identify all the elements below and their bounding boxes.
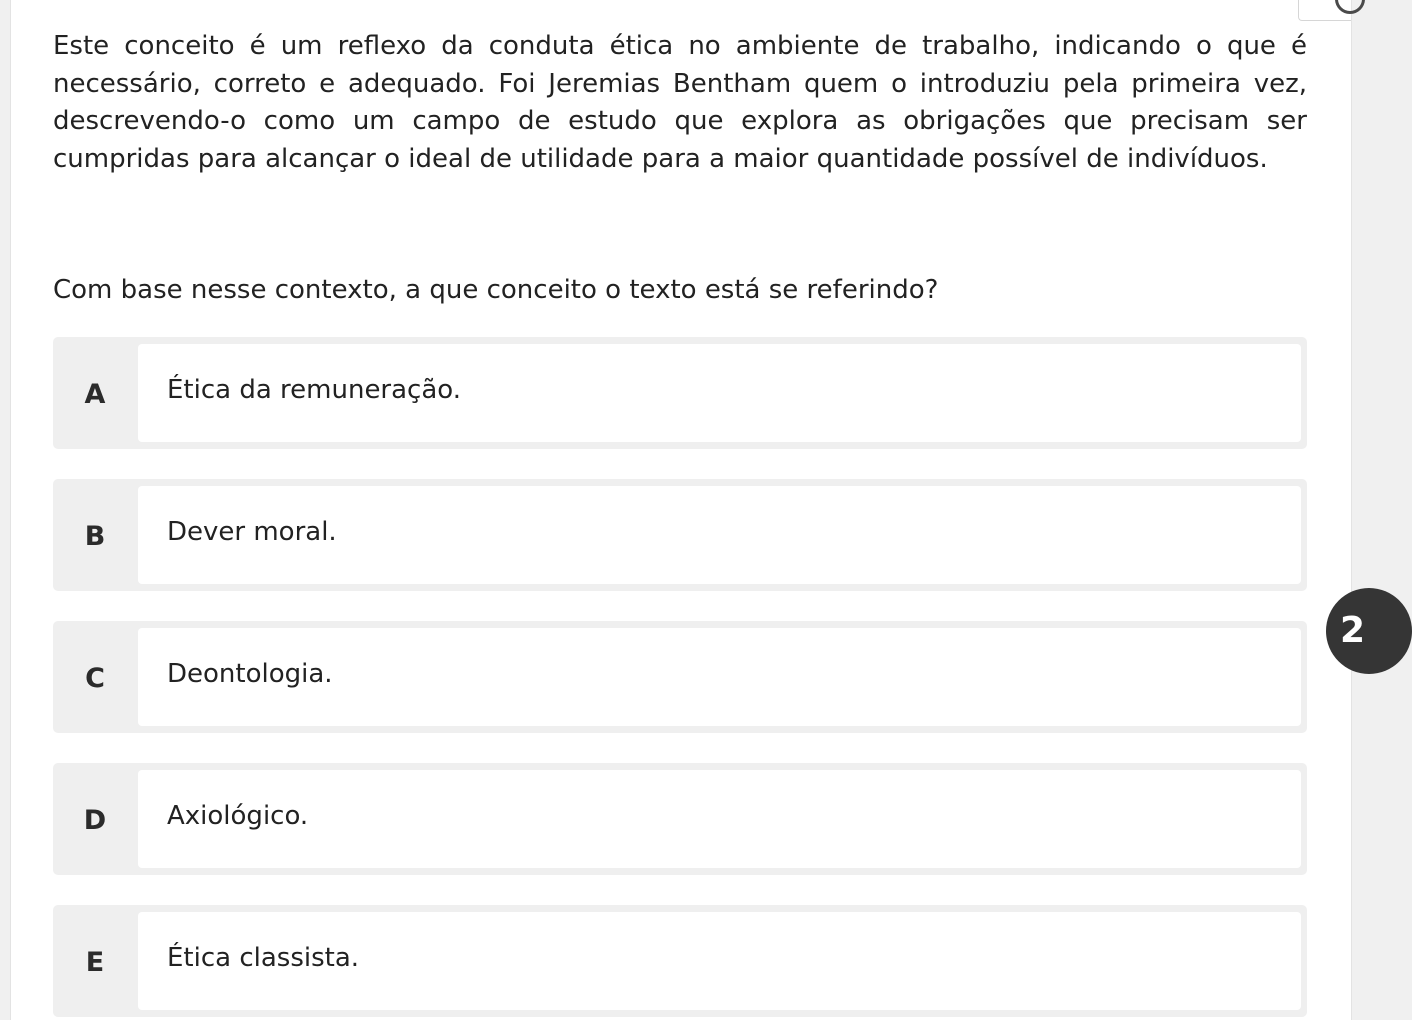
option-b[interactable] — [53, 479, 1307, 591]
option-e[interactable] — [53, 905, 1307, 1017]
question-prompt: Com base nesse contexto, a que conceito o texto está se referindo? — [53, 275, 939, 305]
option-letter: C — [85, 662, 105, 694]
option-text[interactable]: Axiológico. — [138, 770, 1301, 868]
question-statement: Este conceito é um reflexo da conduta ética no ambiente de trabalho, indicando o que é necessário, correto e adequado. Foi Jeremias Bentham quem o introduziu pela primeira vez, descrevendo-o como um campo de estudo que explora as obrigações que precisam ser cumpridas para alcançar o ideal de utilidade para a maior quantidade possível de indivíduos. — [53, 31, 1307, 174]
refresh-icon — [1335, 0, 1365, 14]
option-d[interactable] — [53, 763, 1307, 875]
floating-button-glyph: 2 — [1340, 610, 1366, 651]
option-letter: E — [85, 946, 105, 978]
option-text[interactable]: Ética da remuneração. — [138, 344, 1301, 442]
option-letter: A — [84, 378, 106, 410]
question-card — [10, 0, 1352, 1020]
option-letter: B — [84, 520, 106, 552]
corner-control[interactable] — [1298, 0, 1351, 21]
option-letter: D — [83, 804, 107, 836]
option-c[interactable] — [53, 621, 1307, 733]
option-a[interactable] — [53, 337, 1307, 449]
floating-action-button[interactable] — [1326, 588, 1412, 674]
option-text[interactable]: Deontologia. — [138, 628, 1301, 726]
option-text[interactable]: Dever moral. — [138, 486, 1301, 584]
option-text[interactable]: Ética classista. — [138, 912, 1301, 1010]
